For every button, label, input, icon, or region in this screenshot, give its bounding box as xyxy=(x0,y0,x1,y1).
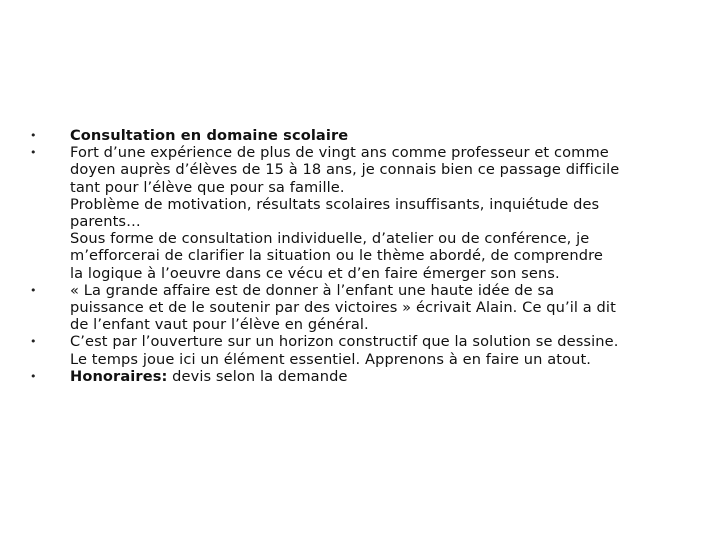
text-line: doyen auprès d’élèves de 15 à 18 ans, je connais bien ce passage difficile xyxy=(70,161,620,179)
fees-value: devis selon la demande xyxy=(167,367,348,385)
bullet-dot-icon: • xyxy=(30,129,37,142)
bullet-dot-icon: • xyxy=(30,146,37,160)
text-line: de l’enfant vaut pour l’élève en général. xyxy=(70,316,369,334)
text-line: Fort d’une expérience de plus de vingt ans comme professeur et comme xyxy=(70,144,609,162)
text-line: m’efforcerai de clarifier la situation ou le thème abordé, de comprendre xyxy=(70,247,603,265)
text-line: tant pour l’élève que pour sa famille. xyxy=(70,178,345,196)
fees-line xyxy=(70,368,690,385)
text-line: parents… xyxy=(70,213,141,231)
text-line: puissance et de le soutenir par des victoires » écrivait Alain. Ce qu’il a dit xyxy=(70,299,616,317)
bullet-item-consultation xyxy=(30,127,690,144)
bullet-dot-icon: • xyxy=(30,335,37,349)
text-line: C’est par l’ouverture sur un horizon constructif que la solution se dessine. xyxy=(70,333,619,351)
heading-line: Consultation en domaine scolaire xyxy=(70,127,349,144)
text-line: « La grande affaire est de donner à l’enfant une haute idée de sa xyxy=(70,281,555,299)
bullet-dot-icon: • xyxy=(30,369,37,383)
bullet-item-quote xyxy=(30,282,690,334)
bullet-item-experience xyxy=(30,144,690,282)
bullet-list xyxy=(30,127,690,385)
bullet-item-horizon xyxy=(30,333,690,367)
fees-label: Honoraires: xyxy=(70,367,168,385)
text-line: Problème de motivation, résultats scolaires insuffisants, inquiétude des xyxy=(70,195,600,213)
bullet-dot-icon: • xyxy=(30,283,37,297)
text-line: Le temps joue ici un élément essentiel. Apprenons à en faire un atout. xyxy=(70,350,592,368)
text-line: Sous forme de consultation individuelle, d’atelier ou de conférence, je xyxy=(70,230,590,248)
bullet-item-fees xyxy=(30,368,690,385)
text-line: la logique à l’oeuvre dans ce vécu et d’en faire émerger son sens. xyxy=(70,264,560,282)
